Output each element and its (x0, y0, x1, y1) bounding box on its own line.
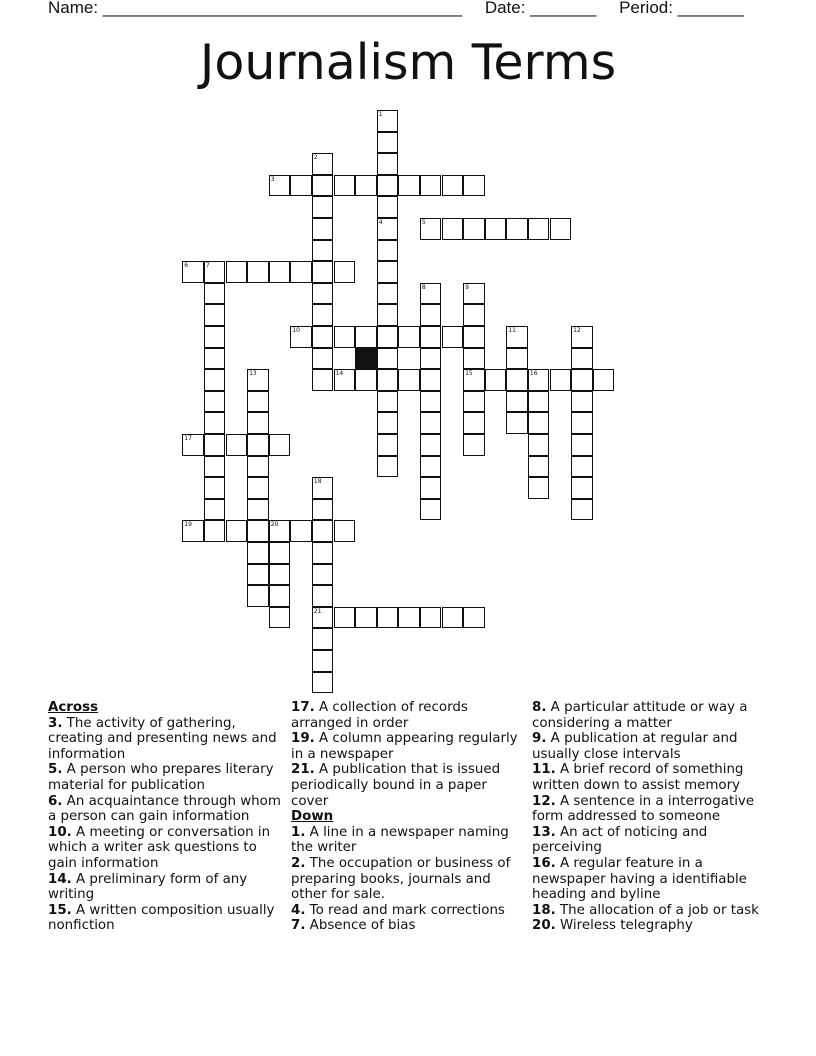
crossword-cell[interactable] (204, 477, 226, 499)
crossword-cell[interactable] (571, 412, 593, 434)
crossword-cell[interactable] (247, 564, 269, 586)
crossword-cell[interactable] (571, 456, 593, 478)
crossword-cell[interactable] (377, 153, 399, 175)
crossword-cell[interactable] (506, 348, 528, 370)
crossword-cell[interactable] (420, 283, 442, 305)
crossword-cell[interactable] (312, 672, 334, 694)
crossword-cell[interactable] (226, 434, 248, 456)
clue-item (291, 918, 523, 934)
crossword-cell[interactable] (334, 175, 356, 197)
crossword-cell[interactable] (312, 175, 334, 197)
cell-number: 21 (313, 607, 322, 615)
crossword-cell[interactable] (204, 412, 226, 434)
crossword-cell[interactable] (420, 434, 442, 456)
crossword-cell[interactable] (485, 218, 507, 240)
crossword-cell[interactable] (442, 175, 464, 197)
clue-number: 6. (48, 793, 63, 809)
crossword-cell[interactable] (269, 564, 291, 586)
clue-text: An act of noticing and perceiving (532, 824, 708, 856)
cell-number: 10 (292, 327, 300, 334)
crossword-cell[interactable] (269, 607, 291, 629)
clue-text: A column appearing regularly in a newspaper (291, 731, 518, 762)
clue-item (532, 794, 764, 825)
clue-number: 18. (532, 902, 556, 918)
crossword-cell[interactable] (182, 261, 204, 283)
crossword-cell[interactable] (463, 304, 485, 326)
clue-text: A person who prepares literary material for publication (48, 762, 274, 793)
crossword-cell[interactable] (312, 304, 334, 326)
crossword-cell[interactable] (463, 348, 485, 370)
clue-number: 12. (532, 793, 556, 809)
crossword-cell[interactable] (312, 348, 334, 370)
cell-number: 5 (421, 219, 426, 226)
crossword-cell[interactable] (247, 477, 269, 499)
clue-text: A brief record of something written down to assist memory (532, 762, 744, 793)
crossword-cell[interactable] (355, 369, 377, 391)
crossword-cell[interactable] (377, 218, 399, 240)
cell-number: 9 (465, 283, 469, 291)
crossword-cell[interactable] (312, 218, 334, 240)
clue-text: A collection of records arranged in order (291, 700, 468, 731)
crossword-cell[interactable] (442, 326, 464, 348)
clue-number: 19. (291, 731, 315, 747)
crossword-cell[interactable] (571, 369, 593, 391)
page-title: Journalism Terms (199, 34, 617, 91)
clue-number: 4. (291, 902, 306, 918)
clue-item (532, 918, 764, 934)
crossword-cell[interactable] (528, 369, 550, 391)
crossword-cell[interactable] (463, 607, 485, 629)
crossword-cell[interactable] (571, 499, 593, 521)
clue-item (48, 762, 284, 793)
cell-number: 16 (529, 370, 538, 378)
clue-item (48, 903, 284, 934)
crossword-cell[interactable] (334, 369, 356, 391)
clue-item (48, 872, 284, 903)
crossword-cell[interactable] (312, 153, 334, 175)
clue-text: The occupation or business of preparing books, journals and other for sale. (291, 855, 511, 903)
crossword-cell[interactable] (420, 412, 442, 434)
clue-item (532, 903, 764, 919)
clues-column-2 (291, 700, 523, 934)
crossword-cell[interactable] (377, 326, 399, 348)
crossword-cell[interactable] (312, 196, 334, 218)
crossword-cell[interactable] (247, 499, 269, 521)
crossword-cell[interactable] (334, 326, 356, 348)
crossword-cell[interactable] (204, 499, 226, 521)
crossword-cell[interactable] (312, 520, 334, 542)
crossword-cell[interactable] (312, 261, 334, 283)
crossword-cell[interactable] (312, 650, 334, 672)
crossword-cell[interactable] (182, 520, 204, 542)
crossword-cell[interactable] (463, 218, 485, 240)
crossword-cell[interactable] (377, 132, 399, 154)
clue-item (48, 794, 284, 825)
crossword-cell[interactable] (506, 326, 528, 348)
cell-number: 19 (184, 521, 192, 529)
crossword-cell[interactable] (463, 412, 485, 434)
cell-number: 20 (270, 521, 279, 529)
clue-number: 9. (532, 731, 547, 747)
crossword-cell[interactable] (420, 175, 442, 197)
crossword-cell[interactable] (593, 369, 615, 391)
crossword-cell[interactable] (204, 456, 226, 478)
crossword-cell[interactable] (247, 369, 269, 391)
clue-number: 10. (48, 824, 72, 840)
crossword-cell[interactable] (377, 607, 399, 629)
crossword-cell[interactable] (247, 412, 269, 434)
crossword-cell[interactable] (204, 261, 226, 283)
clue-text: A publication at regular and usually close intervals (532, 731, 738, 762)
crossword-cell[interactable] (420, 456, 442, 478)
crossword-cell[interactable] (442, 607, 464, 629)
clue-number: 17. (291, 700, 315, 715)
clue-item (291, 856, 523, 903)
clue-number: 2. (291, 855, 306, 871)
clue-number: 5. (48, 762, 63, 778)
crossword-cell[interactable] (528, 477, 550, 499)
crossword-cell[interactable] (290, 520, 312, 542)
crossword-cell[interactable] (312, 369, 334, 391)
clue-text: A sentence in a interrogative form addressed to someone (532, 793, 755, 825)
clue-item (291, 762, 523, 809)
crossword-cell[interactable] (463, 391, 485, 413)
clue-text: A regular feature in a newspaper having a identifiable heading and byline (532, 855, 747, 903)
crossword-cell[interactable] (420, 391, 442, 413)
clue-text: Absence of bias (305, 918, 416, 934)
cell-number: 17 (184, 435, 192, 442)
clue-text: A written composition usually nonfiction (48, 902, 275, 934)
cell-number: 18 (313, 478, 322, 486)
crossword-cell[interactable] (290, 175, 312, 197)
clue-item (532, 825, 764, 856)
crossword-cell[interactable] (204, 304, 226, 326)
clue-item (532, 762, 764, 793)
crossword-cell[interactable] (247, 456, 269, 478)
crossword-cell[interactable] (398, 369, 420, 391)
crossword-cell[interactable] (247, 434, 269, 456)
crossword-cell[interactable] (571, 348, 593, 370)
crossword-cell[interactable] (269, 175, 291, 197)
cell-number: 12 (573, 327, 581, 334)
crossword-cell[interactable] (312, 607, 334, 629)
crossword-cell[interactable] (204, 326, 226, 348)
crossword-cell[interactable] (420, 326, 442, 348)
cell-number: 4 (378, 219, 383, 226)
clue-item (291, 731, 523, 762)
crossword-cell[interactable] (247, 542, 269, 564)
clue-item (48, 825, 284, 872)
clue-text: A line in a newspaper naming the writer (291, 824, 509, 856)
clue-text: The activity of gathering, creating and presenting news and information (48, 715, 277, 762)
clue-item (291, 825, 523, 856)
crossword-cell[interactable] (377, 110, 399, 132)
clue-number: 3. (48, 715, 63, 731)
crossword-cell[interactable] (571, 326, 593, 348)
crossword-cell[interactable] (269, 542, 291, 564)
crossword-cell[interactable] (182, 434, 204, 456)
clue-text: An acquaintance through whom a person can gain information (48, 793, 281, 825)
crossword-cell[interactable] (398, 175, 420, 197)
down-heading: Down (291, 809, 334, 825)
crossword-cell[interactable] (377, 261, 399, 283)
clues-column-1 (48, 700, 284, 934)
crossword-cell[interactable] (463, 434, 485, 456)
crossword-cell[interactable] (355, 175, 377, 197)
clue-text: A publication that is issued periodically bound in a paper cover (291, 762, 501, 809)
crossword-cell[interactable] (420, 607, 442, 629)
cell-number: 15 (465, 370, 473, 378)
clue-number: 15. (48, 902, 72, 918)
clue-text: A meeting or conversation in which a writer ask questions to gain information (48, 824, 271, 871)
crossword-cell[interactable] (550, 218, 572, 240)
cell-number: 8 (421, 283, 426, 291)
crossword-cell[interactable] (312, 240, 334, 262)
clue-item (48, 716, 284, 763)
crossword-cell[interactable] (420, 477, 442, 499)
crossword-cell[interactable] (312, 326, 334, 348)
crossword-cell[interactable] (571, 391, 593, 413)
cell-number: 1 (378, 111, 383, 118)
crossword-cell[interactable] (528, 412, 550, 434)
crossword-cell[interactable] (550, 369, 572, 391)
clue-item (532, 731, 764, 762)
crossword-cell[interactable] (377, 456, 399, 478)
crossword-cell[interactable] (398, 326, 420, 348)
crossword-cell[interactable] (247, 585, 269, 607)
crossword-cell[interactable] (571, 477, 593, 499)
crossword-cell[interactable] (463, 369, 485, 391)
crossword-cell[interactable] (312, 542, 334, 564)
clue-number: 14. (48, 871, 72, 887)
crossword-cell[interactable] (485, 369, 507, 391)
clue-text: To read and mark corrections (305, 902, 505, 918)
crossword-cell[interactable] (442, 218, 464, 240)
clue-item (291, 903, 523, 919)
crossword-cell[interactable] (204, 520, 226, 542)
crossword-cell[interactable] (377, 412, 399, 434)
clue-number: 1. (291, 824, 306, 840)
crossword-cell[interactable] (528, 391, 550, 413)
crossword-cell[interactable] (290, 326, 312, 348)
clue-number: 8. (532, 700, 547, 715)
crossword-cell[interactable] (204, 434, 226, 456)
crossword-cell[interactable] (506, 218, 528, 240)
black-square (355, 348, 377, 370)
clue-number: 20. (532, 918, 556, 934)
clue-number: 16. (532, 855, 556, 871)
period-field[interactable]: Period: _______ (619, 0, 744, 17)
clue-text: The allocation of a job or task (555, 902, 759, 918)
crossword-cell[interactable] (334, 261, 356, 283)
crossword-cell[interactable] (226, 520, 248, 542)
crossword-cell[interactable] (355, 607, 377, 629)
crossword-cell[interactable] (247, 261, 269, 283)
crossword-cell[interactable] (269, 520, 291, 542)
crossword-cell[interactable] (506, 391, 528, 413)
crossword-cell[interactable] (420, 304, 442, 326)
clue-item (532, 700, 764, 731)
across-heading: Across (48, 700, 99, 715)
crossword-cell[interactable] (204, 391, 226, 413)
crossword-cell[interactable] (247, 520, 269, 542)
crossword-cell[interactable] (377, 391, 399, 413)
crossword-cell[interactable] (204, 283, 226, 305)
clue-number: 7. (291, 918, 306, 934)
crossword-cell[interactable] (571, 434, 593, 456)
crossword-cell[interactable] (290, 261, 312, 283)
crossword-cell[interactable] (247, 391, 269, 413)
crossword-cell[interactable] (312, 477, 334, 499)
crossword-cell[interactable] (269, 585, 291, 607)
clue-item (532, 856, 764, 903)
crossword-cell[interactable] (377, 304, 399, 326)
crossword-cell[interactable] (269, 434, 291, 456)
crossword-cell[interactable] (420, 218, 442, 240)
crossword-cell[interactable] (269, 261, 291, 283)
crossword-cell[interactable] (377, 434, 399, 456)
crossword-cell[interactable] (204, 369, 226, 391)
cell-number: 3 (270, 175, 275, 183)
crossword-cell[interactable] (377, 283, 399, 305)
crossword-cell[interactable] (204, 348, 226, 370)
clue-number: 21. (291, 762, 315, 778)
crossword-cell[interactable] (463, 175, 485, 197)
crossword-cell[interactable] (528, 456, 550, 478)
crossword-cell[interactable] (312, 628, 334, 650)
crossword-cell[interactable] (377, 240, 399, 262)
crossword-cell[interactable] (312, 499, 334, 521)
clue-text: A preliminary form of any writing (48, 871, 248, 903)
crossword-cell[interactable] (528, 434, 550, 456)
clues-column-3 (532, 700, 764, 934)
clue-number: 13. (532, 824, 556, 840)
cell-number: 7 (205, 262, 210, 270)
cell-number: 13 (249, 370, 257, 378)
clue-item (291, 700, 523, 731)
crossword-cell[interactable] (377, 369, 399, 391)
crossword-cell[interactable] (506, 369, 528, 391)
crossword-cell[interactable] (420, 348, 442, 370)
crossword-cell[interactable] (420, 499, 442, 521)
clue-text: Wireless telegraphy (555, 918, 693, 934)
crossword-cell[interactable] (377, 196, 399, 218)
name-field[interactable]: Name: ______________________________________ (48, 0, 463, 17)
crossword-cell[interactable] (463, 283, 485, 305)
crossword-cell[interactable] (355, 326, 377, 348)
crossword-cell[interactable] (377, 175, 399, 197)
crossword-cell[interactable] (334, 520, 356, 542)
crossword-cell[interactable] (377, 348, 399, 370)
crossword-cell[interactable] (420, 369, 442, 391)
cell-number: 2 (313, 154, 318, 162)
crossword-cell[interactable] (312, 585, 334, 607)
clue-number: 11. (532, 762, 556, 778)
crossword-cell[interactable] (334, 607, 356, 629)
clue-text: A particular attitude or way a considering a matter (532, 700, 748, 731)
crossword-cell[interactable] (312, 564, 334, 586)
date-field[interactable]: Date: _______ (484, 0, 597, 17)
cell-number: 11 (508, 327, 516, 334)
crossword-cell[interactable] (398, 607, 420, 629)
crossword-cell[interactable] (312, 283, 334, 305)
crossword-cell[interactable] (506, 412, 528, 434)
cell-number: 14 (335, 370, 344, 378)
crossword-cell[interactable] (226, 261, 248, 283)
crossword-cell[interactable] (528, 218, 550, 240)
cell-number: 6 (184, 262, 189, 270)
crossword-cell[interactable] (463, 326, 485, 348)
